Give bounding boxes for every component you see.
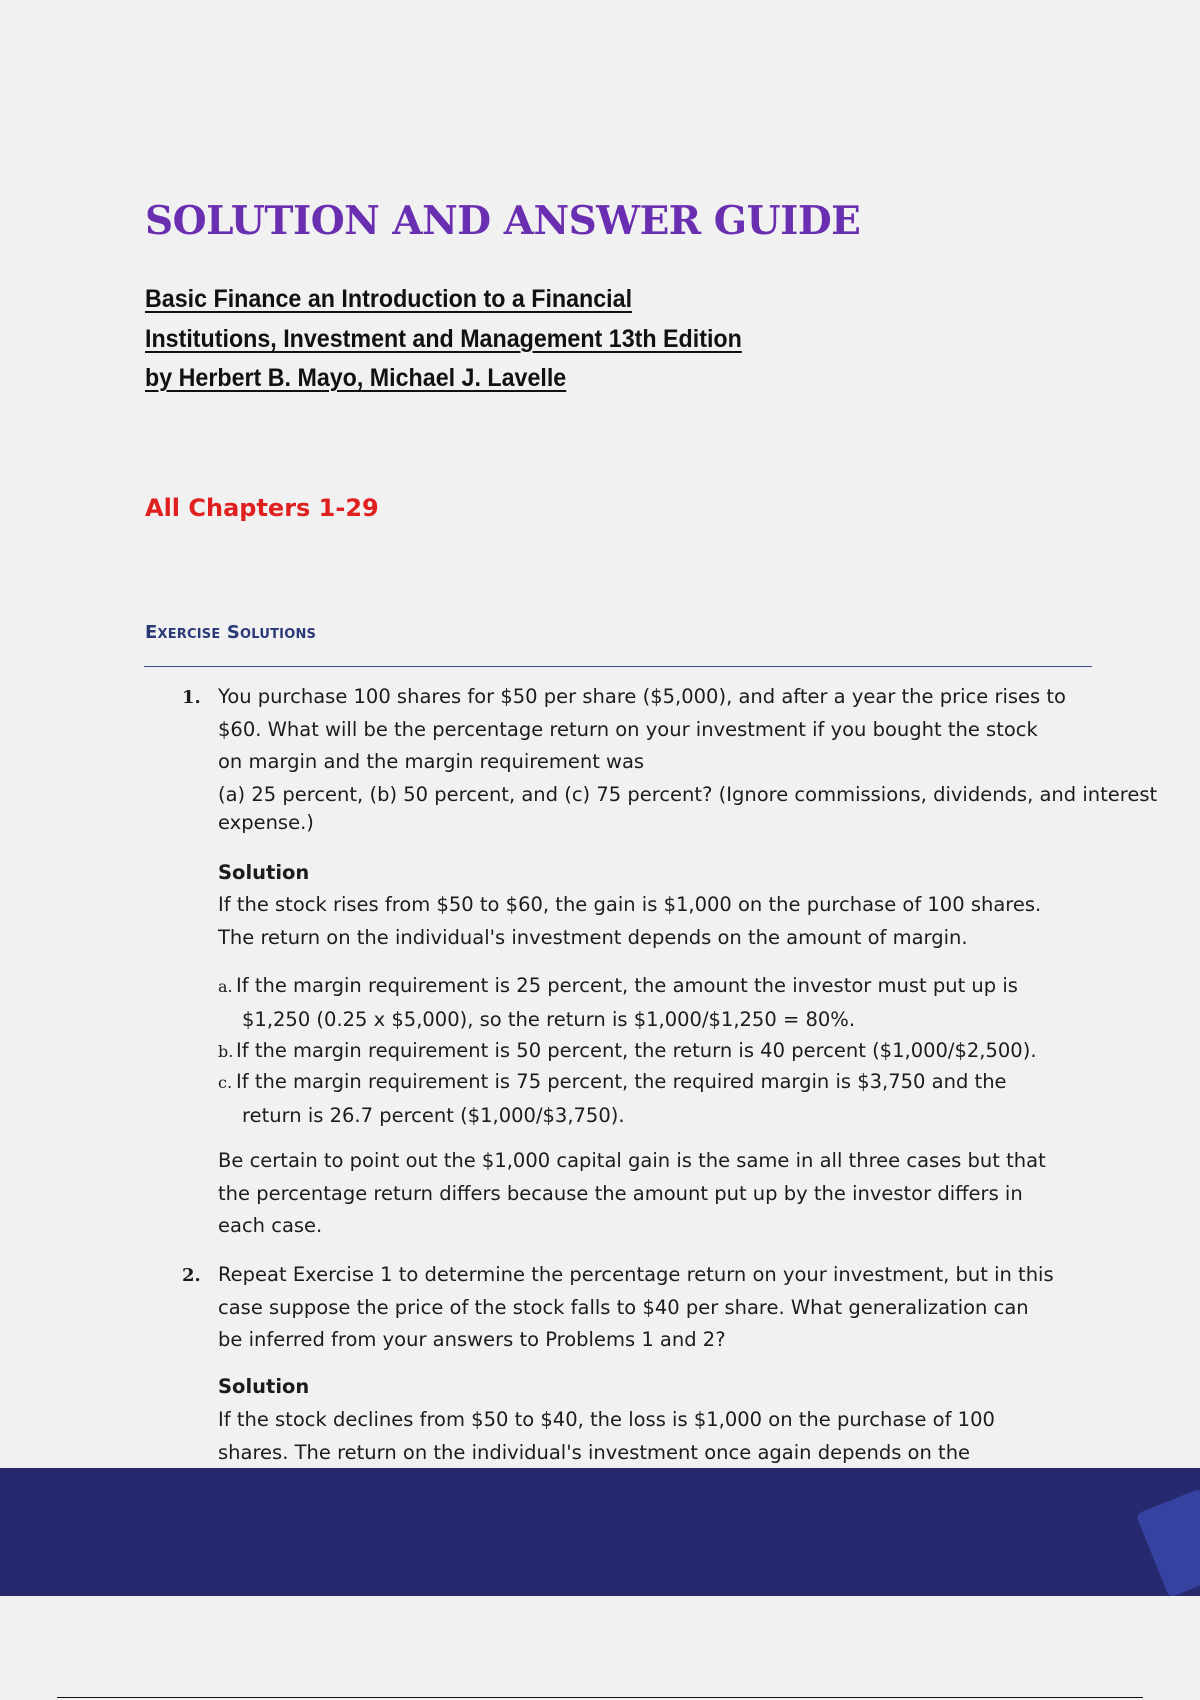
decorative-shape [1136,1488,1200,1596]
book-title [145,280,787,399]
solution-text [218,1404,995,1469]
solution-heading: Solution [218,861,310,884]
solution-line: If the stock declines from $50 to $40, the loss is $1,000 on the purchase of 100 [218,1408,995,1431]
exercise-question [218,1259,1054,1357]
list-marker: a. [218,977,233,996]
exercise-number: 1. [182,687,201,708]
question-line: expense.) [218,811,314,834]
question-line: case suppose the price of the stock falls to $40 per share. What generalization can [218,1295,1029,1319]
solution-line: The return on the individual's investment depends on the amount of margin. [218,925,968,949]
list-item-text: If the margin requirement is 25 percent, the amount the investor must put up is [236,974,1018,997]
list-item-text: $1,250 (0.25 x $5,000), so the return is $1,000/$1,250 = 80%. [242,1007,856,1031]
section-heading: Exercise Solutions [145,622,317,643]
list-marker: c. [218,1073,233,1092]
book-title-line: Basic Finance an Introduction to a Financial [145,285,633,313]
list-item-text: return is 26.7 percent ($1,000/$3,750). [242,1103,625,1127]
closing-text [218,1145,1046,1243]
closing-line: each case. [218,1214,323,1237]
overlay-banner [0,1468,1200,1596]
question-line: You purchase 100 shares for $50 per share ($5,000), and after a year the price rises to [218,685,1066,708]
list-item-text: If the margin requirement is 75 percent, the required margin is $3,750 and the [236,1070,1007,1093]
list-item-text: If the margin requirement is 50 percent, the return is 40 percent ($1,000/$2,500). [236,1039,1037,1062]
exercise-question [218,681,1157,840]
section-divider [144,666,1092,667]
book-title-line: Institutions, Investment and Management 13th Edition [145,324,742,353]
solution-line: shares. The return on the individual's investment once again depends on the [218,1440,971,1464]
question-line: (a) 25 percent, (b) 50 percent, and (c) 75 percent? (Ignore commissions, dividends, and interest [218,782,1158,806]
question-line: Repeat Exercise 1 to determine the percentage return on your investment, but in this [218,1263,1054,1286]
list-item [218,1066,1007,1132]
exercise-number: 2. [182,1265,201,1286]
list-item [218,970,1018,1036]
book-title-line: by Herbert B. Mayo, Michael J. Lavelle [145,364,567,392]
question-line: be inferred from your answers to Problems 1 and 2? [218,1328,726,1351]
guide-title: SOLUTION AND ANSWER GUIDE [145,198,861,244]
list-item [218,1035,1037,1069]
question-line: $60. What will be the percentage return on your investment if you bought the stock [218,717,1038,741]
chapters-label: All Chapters 1-29 [145,494,379,522]
solution-text [218,889,1041,954]
footer-divider [57,1697,1143,1698]
closing-line: the percentage return differs because the amount put up by the investor differs in [218,1181,1023,1205]
closing-line: Be certain to point out the $1,000 capital gain is the same in all three cases but that [218,1149,1046,1172]
question-line: on margin and the margin requirement was [218,750,645,773]
solution-line: If the stock rises from $50 to $60, the gain is $1,000 on the purchase of 100 shares. [218,893,1042,916]
solution-heading: Solution [218,1375,310,1398]
list-marker: b. [218,1042,234,1061]
